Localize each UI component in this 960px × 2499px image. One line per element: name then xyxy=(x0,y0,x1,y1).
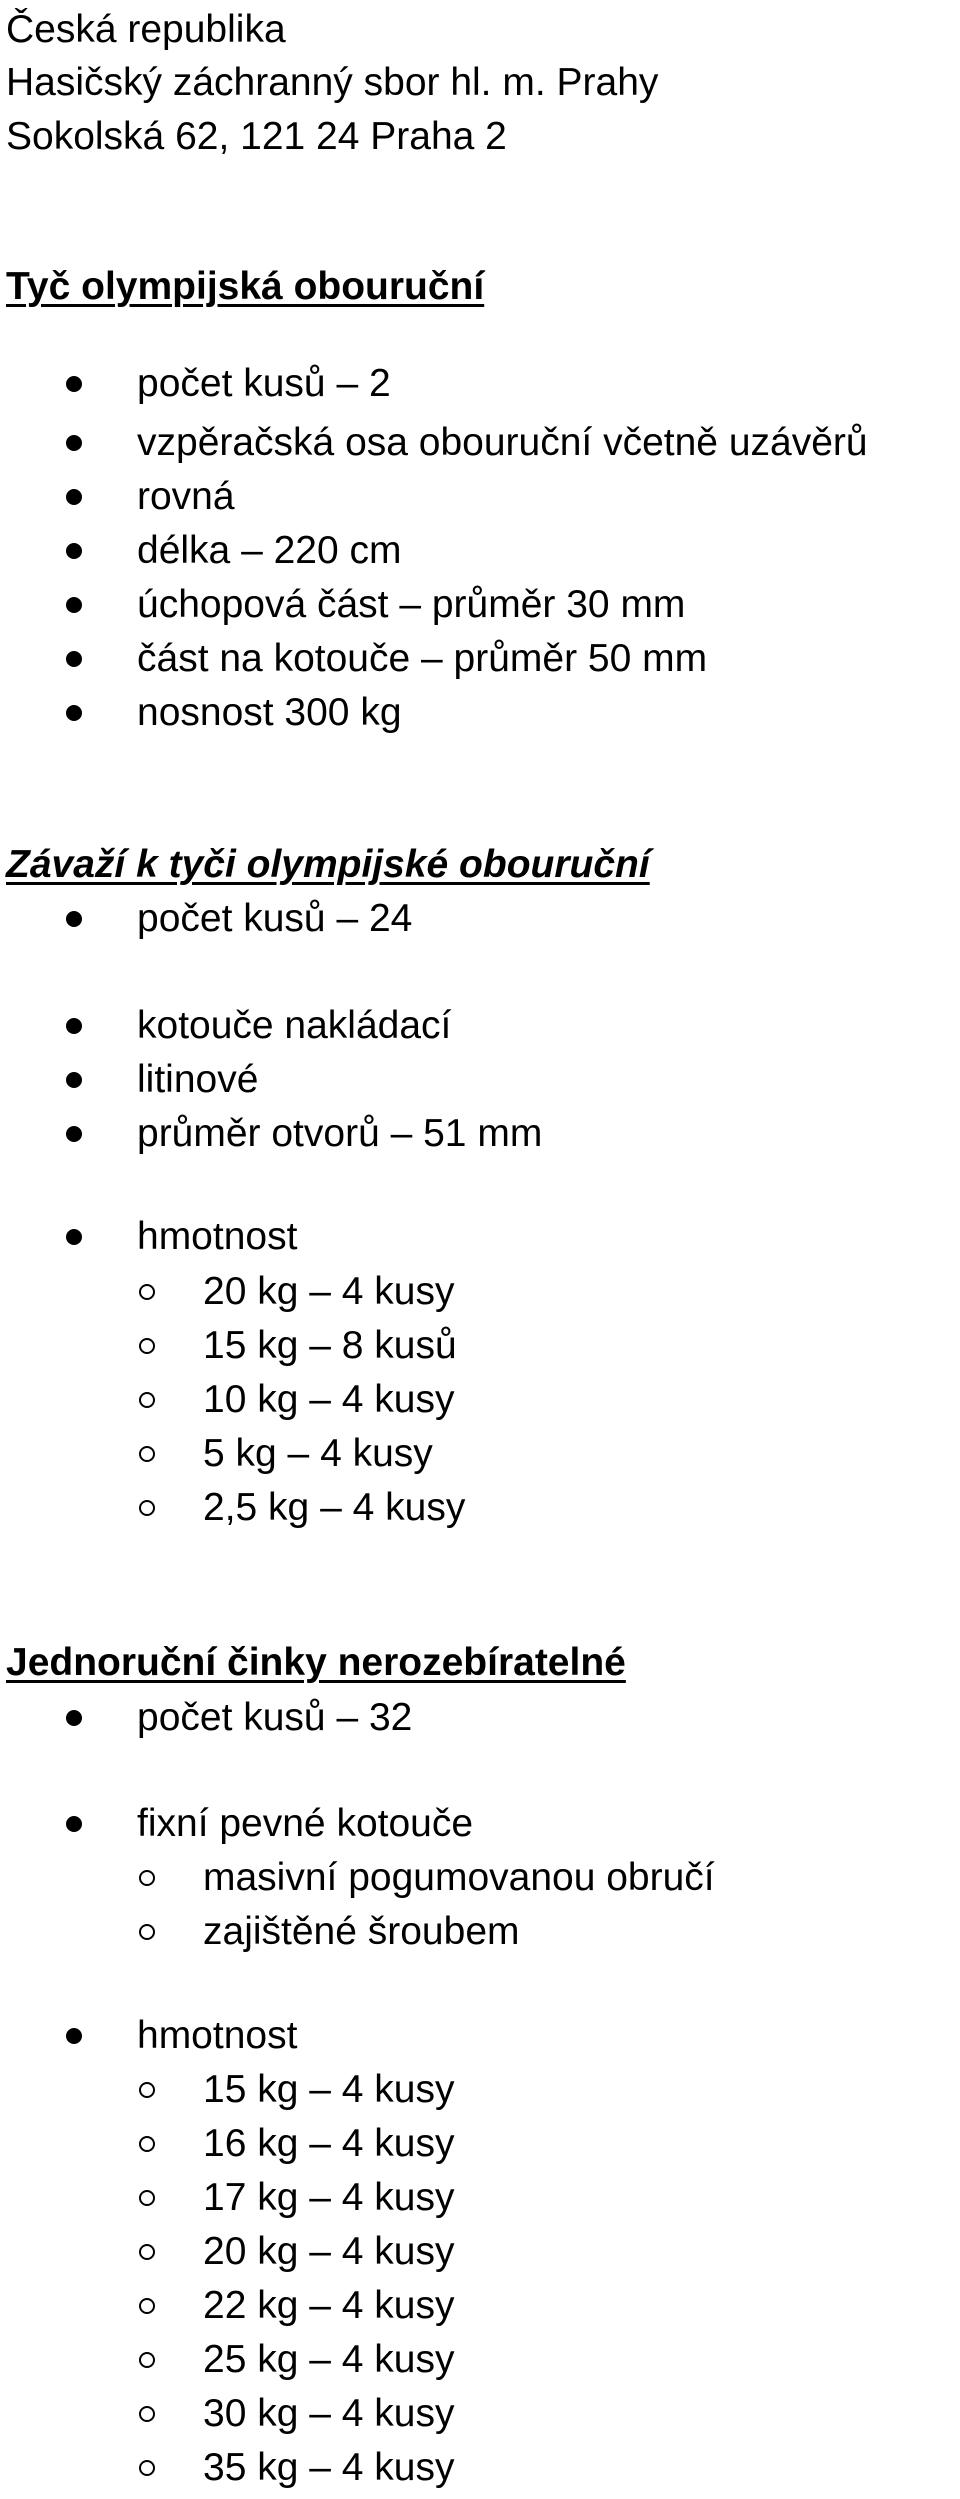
header-address: Sokolská 62, 121 24 Praha 2 xyxy=(6,115,507,158)
dumbbells-mass-item: 15 kg – 4 kusy xyxy=(203,2068,455,2111)
circle-bullet-icon xyxy=(139,2406,155,2422)
circle-bullet-icon xyxy=(139,2190,155,2206)
section-title-dumbbells: Jednoruční činky nerozebíratelné xyxy=(6,1641,626,1684)
circle-bullet-icon xyxy=(139,1870,155,1886)
dumbbells-fixed-item: zajištěné šroubem xyxy=(203,1910,520,1953)
dumbbells-mass-item: 22 kg – 4 kusy xyxy=(203,2284,455,2327)
weights-item: průměr otvorů – 51 mm xyxy=(137,1112,543,1155)
bullet-icon xyxy=(66,1229,82,1245)
circle-bullet-icon xyxy=(139,1284,155,1300)
bullet-icon xyxy=(66,1126,82,1142)
bullet-icon xyxy=(66,1072,82,1088)
circle-bullet-icon xyxy=(139,1338,155,1354)
dumbbells-mass-item: 25 kg – 4 kusy xyxy=(203,2338,455,2381)
bullet-icon xyxy=(66,435,82,451)
section-title-weights: Závaží k tyči olympijské obouruční xyxy=(6,843,650,886)
circle-bullet-icon xyxy=(139,2244,155,2260)
barbell-item: délka – 220 cm xyxy=(137,529,402,572)
header-country: Česká republika xyxy=(6,8,286,51)
circle-bullet-icon xyxy=(139,1500,155,1516)
dumbbells-mass-item: 30 kg – 4 kusy xyxy=(203,2392,455,2435)
dumbbells-fixed-item: masivní pogumovanou obručí xyxy=(203,1856,715,1899)
barbell-item: rovná xyxy=(137,475,235,518)
weights-mass-item: 5 kg – 4 kusy xyxy=(203,1432,433,1475)
circle-bullet-icon xyxy=(139,1446,155,1462)
circle-bullet-icon xyxy=(139,2460,155,2476)
barbell-item: nosnost 300 kg xyxy=(137,691,402,734)
bullet-icon xyxy=(66,543,82,559)
circle-bullet-icon xyxy=(139,2298,155,2314)
weights-count: počet kusů – 24 xyxy=(137,897,413,940)
weights-mass-item: 10 kg – 4 kusy xyxy=(203,1378,455,1421)
barbell-item: úchopová část – průměr 30 mm xyxy=(137,583,686,626)
weights-mass-item: 15 kg – 8 kusů xyxy=(203,1324,457,1367)
dumbbells-fixed-label: fixní pevné kotouče xyxy=(137,1802,474,1845)
bullet-icon xyxy=(66,1710,82,1726)
dumbbells-mass-item: 17 kg – 4 kusy xyxy=(203,2176,455,2219)
barbell-item: vzpěračská osa obouruční včetně uzávěrů xyxy=(137,421,868,464)
bullet-icon xyxy=(66,489,82,505)
weights-mass-label: hmotnost xyxy=(137,1215,298,1258)
dumbbells-mass-item: 20 kg – 4 kusy xyxy=(203,2230,455,2273)
section-title-barbell: Tyč olympijská obouruční xyxy=(6,265,485,308)
dumbbells-mass-item: 16 kg – 4 kusy xyxy=(203,2122,455,2165)
dumbbells-count: počet kusů – 32 xyxy=(137,1696,413,1739)
circle-bullet-icon xyxy=(139,2352,155,2368)
bullet-icon xyxy=(66,2028,82,2044)
circle-bullet-icon xyxy=(139,1392,155,1408)
bullet-icon xyxy=(66,911,82,927)
weights-item: kotouče nakládací xyxy=(137,1004,452,1047)
bullet-icon xyxy=(66,1816,82,1832)
header-organization: Hasičský záchranný sbor hl. m. Prahy xyxy=(6,61,659,104)
weights-item: litinové xyxy=(137,1058,259,1101)
bullet-icon xyxy=(66,597,82,613)
circle-bullet-icon xyxy=(139,2136,155,2152)
bullet-icon xyxy=(66,1018,82,1034)
dumbbells-mass-item: 35 kg – 4 kusy xyxy=(203,2446,455,2489)
weights-mass-item: 20 kg – 4 kusy xyxy=(203,1270,455,1313)
bullet-icon xyxy=(66,376,82,392)
circle-bullet-icon xyxy=(139,1924,155,1940)
dumbbells-mass-label: hmotnost xyxy=(137,2014,298,2057)
barbell-count: počet kusů – 2 xyxy=(137,362,391,405)
weights-mass-item: 2,5 kg – 4 kusy xyxy=(203,1486,466,1529)
circle-bullet-icon xyxy=(139,2082,155,2098)
barbell-item: část na kotouče – průměr 50 mm xyxy=(137,637,708,680)
bullet-icon xyxy=(66,705,82,721)
bullet-icon xyxy=(66,651,82,667)
